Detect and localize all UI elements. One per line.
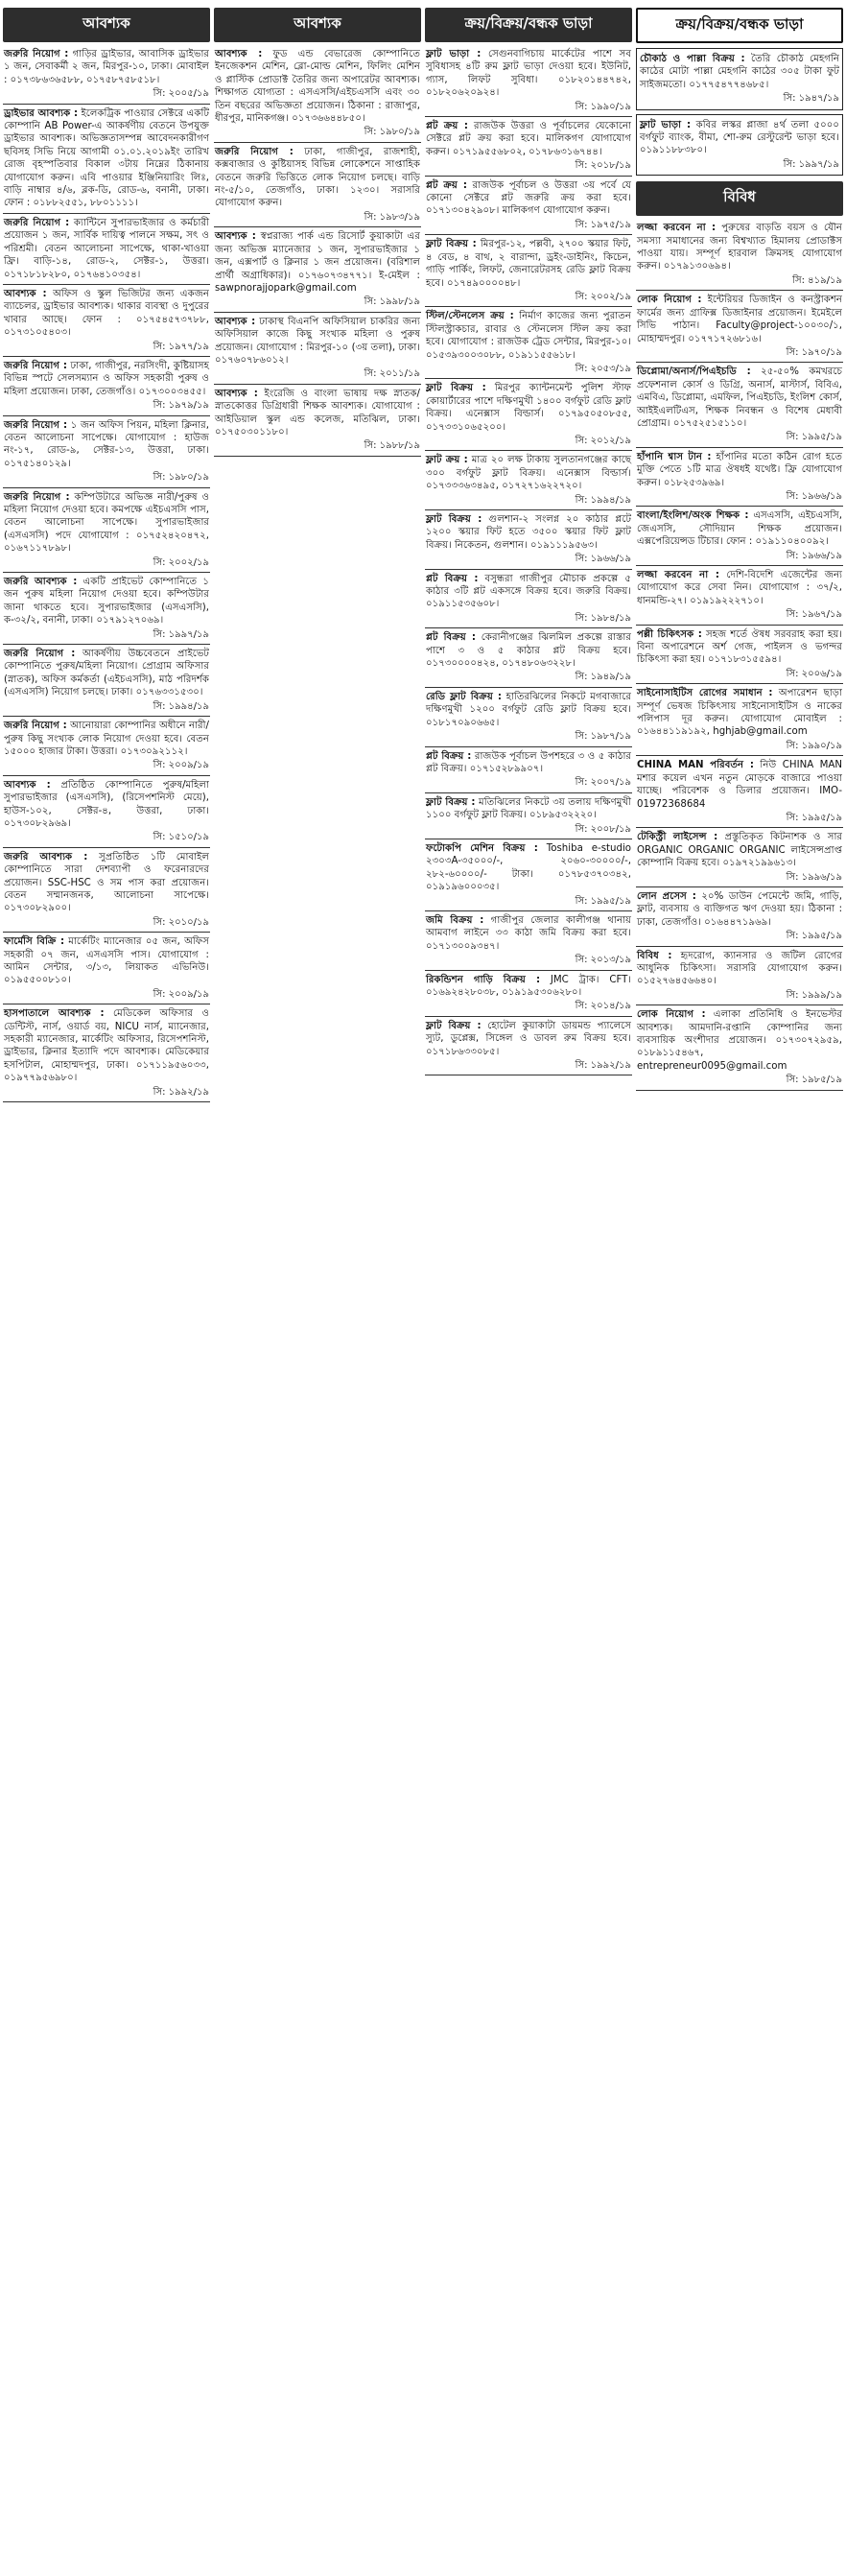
- ad-code: সি: ২০১৩/১৯: [575, 955, 631, 966]
- ad-lead: জরুরি আবশ্যক :: [4, 851, 88, 863]
- ad-text: গুলশান-২ সংলগ্ন ২০ কাঠার প্লটে ১২০০ স্কয়ার ফিট হতে ৩৫০০ স্কয়ার ফিট ফ্লাট বিক্রয়। নিকেতন, গুলশান। ০১৯১১১৯৫৬৩।: [426, 514, 631, 551]
- classified-ad: [425, 510, 632, 570]
- ad-text: ঢাকাস্থ বিএনপি অফিসিয়াল চাকরির জন্য অফিসিয়াল কাজে কিছু সংখ্যক মহিলা ও পুরুষ প্রয়োজন। যোগাযোগ : মিরপুর-১০ (৩য় তলা), ঢাকা। ০১৭৬০৭৮৬০১২।: [215, 316, 420, 366]
- column-3: [425, 4, 632, 2572]
- ad-lead: ফ্লাট ভাড়া :: [426, 49, 482, 59]
- ad-text: ঢাকা, গাজীপুর, রাজশাহী, কক্সবাজার ও কুষ্টিয়াসহ বিভিন্ন লোকেশনে সাপ্তাহিক বেতনে জরুরি ভিত্তিতে লোক নিয়োগ চলছে। বাড়ি নং-৫/১০, তেজগাঁও, ঢাকা। ১২৩০। সরাসরি যোগাযোগ করুন।: [215, 146, 421, 209]
- ad-lead: জরুরি নিয়োগ :: [4, 491, 70, 503]
- ad-code: সি: ২০০২/১৯: [575, 291, 631, 302]
- classified-ad: [214, 385, 421, 457]
- ad-text: এসএসসি, এইচএসসি, জেএসসি, সৌদিয়ান শিক্ষক প্রয়োজন। এক্সপেরিয়েন্সড টিচার। ফোন : ০১৯১১০৪০০৯২।: [637, 510, 842, 548]
- ad-text: ইলেকট্রিক পাওয়ার সেক্টরে একটি কোম্পানি AB Power-এ আকর্ষণীয় বেতনে উপযুক্ত ড্রাইভার আবশ্যক। অভিজ্ঞতাসম্পন্ন আবেদনকারীগণ ছবিসহ সিভি নিয়ে আগামী ০১.০১.২০১৯ইং তারিখ রোজ বৃহস্পতিবার বিকাল ৩টায় নিম্নের ঠিকানায় যোগাযোগ করুন। এবি পাওয়ার ইঞ্জিনিয়ারিং লিঃ, বাড়ি নাম্বার ৪/৬, ব্লক-ডি, রোড-৬, বনানী, ঢাকা। ফোন : ০১৮৮২৫৫১, ৮৮০১১১১।: [4, 107, 209, 209]
- ad-text: Toshiba e-studio ২৩০৩A-৩৫০০০/-, ২০৬০-৩০০০০/-, ২৮২-৬০০০০/- টাকা। ০১৭৮৫৩৭০৩৪২, ০১৯১৯৬০০০৩৫।: [426, 842, 632, 893]
- ad-text: হাঁপানির মতো কঠিন রোগ হতে মুক্তি পেতে ১টি মাত্র ঔষধই যথেষ্ট। ফ্রি যোগাযোগ করুন। ০১৮২৫৩৯৬৯।: [637, 451, 842, 488]
- ad-text: এলাকা প্রতিনিধি ও ইনভেস্টর আবশ্যক। আমদানি-রপ্তানি কোম্পানির জন্য ব্যবসায়িক অংশীদার প্রয়োজন। ০১৭৩০৭২৯৫৯, ০১৮৯১১৫৪৬৭, entrepreneur0095@gmail.com: [637, 1009, 842, 1072]
- ad-code: সি: ১৯৬৭/১৯: [786, 609, 842, 621]
- ad-text: ১ জন অফিস পিয়ন, মহিলা ক্লিনার, বেতন আলোচনা সাপেক্ষে। যোগাযোগ : হাউজ নং-১৭, রোড-৯, সেক্টর-১৩, উত্তরা, ঢাকা। ০১৭৫১৪০১২৯।: [4, 419, 210, 469]
- classified-ad: [636, 48, 843, 110]
- ad-lead: ফ্লাট ক্রয় :: [426, 455, 468, 466]
- ad-lead: লজ্জা করবেন না :: [637, 223, 717, 234]
- ad-code: সি: ২০০৭/১৯: [575, 777, 631, 789]
- ad-lead: রেডি ফ্লাট বিক্রয় :: [426, 691, 502, 702]
- classified-ad: [214, 227, 421, 312]
- classified-ad: [425, 307, 632, 379]
- classified-ad: [636, 566, 843, 626]
- ad-code: সি: ১৯৭৯/১৯: [153, 400, 209, 412]
- column-4: [636, 4, 843, 2572]
- ad-lead: প্লট বিক্রয় :: [426, 632, 476, 644]
- ad-lead: চৌকাঠ ও পাল্লা বিক্রয় :: [640, 54, 745, 64]
- ad-text: একটি প্রাইভেট কোম্পানিতে ১ জন পুরুষ মহিলা নিয়োগ দেওয়া হবে। কম্পিউটার জানা থাকতে হবে। সুপারভাইজার (এসএসসি), ক-৩২/২, বনানী, ঢাকা। ০১৭৯১২৭০৬৯।: [4, 577, 209, 626]
- classified-ad: [3, 848, 210, 933]
- classified-ad: [636, 1005, 843, 1090]
- ad-lead: ফটোকপি মেশিন বিক্রয় :: [426, 842, 538, 854]
- ad-text: প্রতিষ্ঠিত কোম্পানিতে পুরুষ/মহিলা সুপারভাইজার (এসএসসি), (রিসেপশনিস্ট মেয়ে), হাউস-১০২, সেক্টর-৪, উত্তরা, ঢাকা। ০১৭৩০৮২৯৬৯।: [4, 779, 209, 829]
- ad-code: সি: ১৯৬৬/১৯: [786, 490, 842, 502]
- ad-lead: ফ্লাট বিক্রয় :: [426, 239, 477, 250]
- ad-lead: ফ্লাট বিক্রয় :: [426, 514, 482, 525]
- ad-text: ফুড এন্ড বেভারেজ কোম্পানিতে ইনজেকশন মেশিন, ব্লো-মোল্ড মেশিন, ফিলিং মেশিন ও প্লাস্টিক প্রোডাক্ট তৈরির জন্য অপারেটর আবশ্যক। শিক্ষাগত যোগ্যতা : এসএসসি/এইচএসসি এবং ৩০ তিন বছরের অভিজ্ঞতা প্রয়োজন। ঠিকানা : রাজাপুর, ধীরপুর, মানিকগঞ্জ। ০১৭৩৬৬৪৪৮৫০।: [215, 49, 420, 125]
- ad-text: দেশি-বিদেশি এজেন্টের জন্য যোগাযোগ করে সেবা নিন। যোগাযোগ : ৩৭/২, ধানমন্ডি-২৭। ০১৯১৯২২২৭১০।: [637, 570, 842, 606]
- ad-code: সি: ৪১৯/১৯: [792, 274, 842, 286]
- classified-ad: [3, 214, 210, 285]
- ad-text: অফিস ও স্কুল ভিজিটর জন্য একজন ব্যাচেলর, ড্রাইভার আবশ্যক। থাকার ব্যবস্থা ও দুপুরের খাবার আছে। ফোন : ০১৭৫৪৫৭৩৭৮৮, ০১৭৩১০৫৪০৩।: [4, 288, 209, 339]
- ad-text: রাজউক পূর্বাচল উপশহরে ৩ ও ৫ কাঠার প্লট বিক্রয়। ০১৭১৫২৮৯৯০৭।: [426, 750, 631, 774]
- classified-ad: [214, 143, 421, 227]
- ad-code: সি: ১৯৯০/১৯: [575, 101, 631, 112]
- classified-ad: [425, 117, 632, 177]
- ad-lead: জরুরি নিয়োগ :: [4, 419, 68, 431]
- ad-lead: বাংলা/ইংলিশ/অংক শিক্ষক :: [637, 510, 749, 522]
- ad-lead: ডিপ্লোমা/অনার্স/পিএইচডি :: [637, 366, 751, 378]
- ad-lead: হাসপাতালে আবশ্যক :: [4, 1008, 105, 1020]
- classified-ad: [3, 776, 210, 848]
- ad-text: প্রস্তুতিকৃত কিটনাশক ও সার ORGANIC ORGANIC ORGANIC লাইসেন্সপ্রাপ্ত কোম্পানি বিক্রয় হবে। ০১৯৭২১৯৯৬১৩।: [637, 832, 843, 869]
- classified-ad: [636, 684, 843, 756]
- ad-lead: আবশ্যক :: [215, 388, 258, 399]
- ad-text: হাতিরঝিলের নিকটে মগবাজারে দক্ষিণমুখী ১২০০ বর্গফুট রেডি ফ্লাট বিক্রয় হবে। ০১৮১৭০৯০৬৬৫।: [426, 691, 631, 728]
- ad-text: ক্যান্টিনে সুপারভাইজার ও কর্মচারী প্রয়োজন ১ জন, সার্বিক দায়িত্ব পালনে সক্ষম, সৎ ও পরিশ্রমী। বেতন আলোচনা সাপেক্ষে, থাকা-খাওয়া ফ্রি। বাড়ি-১৪, রোড-২, সেক্টর-১, উত্তরা। ০১৭১৮১৮২৮০, ০১৭৬৪১০৩৫৪।: [4, 217, 209, 280]
- ad-code: সি: ১৯৯৭/১৯: [153, 628, 209, 640]
- classified-ad: [3, 933, 210, 1004]
- ad-code: সি: ১৯৯৫/১৯: [786, 432, 842, 443]
- classified-ad: [636, 947, 843, 1006]
- ad-text: অপারেশন ছাড়া সম্পূর্ণ ভেষজ চিকিৎসায় সাইনোসাইটিস ও নাকের পলিপাস দূর করুন। যোগাযোগ মোবাইল : ০১৬৪৪১১৯১৯২, hghjab@gmail.com: [637, 688, 843, 738]
- classified-ad: [3, 357, 210, 416]
- ad-lead: লজ্জা করবেন না :: [637, 570, 719, 580]
- classified-ad: [636, 887, 843, 947]
- ad-text: বসুন্ধরা গাজীপুর মৌচাক প্রকল্পে ৫ কাঠার ৩টি প্লট একসঙ্গে বিক্রয় হবে। জরুরি বিক্রয়। ০১৯১১৫৩৫৬০৮।: [426, 573, 632, 610]
- ad-code: সি: ১৯৯৭/১৯: [783, 158, 839, 170]
- classified-ad: [636, 219, 843, 291]
- ad-lead: বিবিধ :: [637, 950, 672, 961]
- classified-ad: [425, 911, 632, 971]
- ad-code: সি: ১৯৮০/১৯: [153, 472, 209, 484]
- classified-ad: [3, 573, 210, 645]
- classified-ad: [425, 971, 632, 1017]
- ad-code: সি: ১৯৯৫/১৯: [786, 812, 842, 823]
- ad-code: সি: ২০০৯/১৯: [153, 760, 209, 771]
- classified-ad: [425, 451, 632, 510]
- ad-lead: টেকিস্ট্রী লাইসেন্স :: [637, 832, 718, 843]
- classified-ad: [425, 793, 632, 839]
- ad-lead: CHINA MAN পরিবর্তন :: [637, 760, 754, 771]
- ad-text: কেরানীগঞ্জের ঝিলমিল প্রকল্পে রাস্তার পাশে ৩ ও ৫ কাঠার প্লট বিক্রয় হবে। ০১৭৩০০০০৪২৪, ০১৭৪৮০৬৩২২৮।: [426, 632, 631, 670]
- ad-lead: সাইনোসাইটিস রোগের সমাধান :: [637, 688, 773, 699]
- ad-lead: জরুরি নিয়োগ :: [4, 360, 67, 371]
- ad-lead: ফ্লাট বিক্রয় :: [426, 796, 476, 808]
- section-header: আবশ্যক: [3, 8, 210, 42]
- ad-text: আকর্ষণীয় উচ্চবেতনে প্রাইভেট কোম্পানিতে পুরুষ/মহিলা নিয়োগ। প্রোগ্রাম অফিসার (স্নাতক), অফিস কর্মকর্তা (এইচএসসি), মাঠ পরিদর্শক (এসএসসি) নিয়োগ চলছে। ঢাকা। ০১৭৬৩৩১৫৩০।: [4, 649, 209, 698]
- ad-code: সি: ১৯৭০/১৯: [786, 346, 842, 358]
- ad-code: সি: ১৯৯৮/১৯: [364, 296, 420, 308]
- section-header: ক্রয়/বিক্রয়/বন্ধক ভাড়া: [636, 8, 843, 43]
- ad-text: গাড়ির ড্রাইভার, আবাসিক ড্রাইভার ১ জন, সেবাকর্মী ২ জন, মিরপুর-১০, ঢাকা। মোবাইল : ০১৭৩৮৬৩৬৫৮৮, ০১৭৫৮৭৫৮৫১৮।: [4, 49, 209, 85]
- classified-ad: [3, 645, 210, 717]
- classified-ad: [636, 448, 843, 508]
- ad-code: সি: ১৯৮৪/১৯: [575, 612, 631, 624]
- classified-ad: [636, 626, 843, 685]
- ad-code: সি: ১৯৮৩/১৯: [364, 211, 420, 223]
- ad-text: হোটেল কুয়াকাটা ডায়মন্ড প্যালেসে স্যুট, ডুপ্লেক্স, সিঙ্গেল ও ডাবল রুম বিক্রয় হবে। ০১৭১৮৬৩৩০৮৫।: [426, 1020, 631, 1057]
- classified-ad: [636, 756, 843, 828]
- ad-lead: প্লট বিক্রয় :: [426, 750, 472, 762]
- ad-code: সি: ২০১০/১৯: [153, 916, 209, 928]
- ad-lead: আবশ্যক :: [215, 316, 256, 327]
- ad-code: সি: ১৯৬৬/১৯: [786, 550, 842, 561]
- classified-ad: [636, 291, 843, 363]
- ad-text: আনোয়ারা কোম্পানির অধীনে নারী/পুরুষ কিছু সংখ্যক লোক নিয়োগ দেওয়া হবে। বেতন ১৫০০০ হাজার টাকা। উত্তরা। ০১৭৩০৯২১১২।: [4, 721, 209, 757]
- ad-code: সি: ১৯৮০/১৯: [364, 127, 420, 138]
- classified-ad: [3, 45, 210, 105]
- ad-lead: লোন প্রসেস :: [637, 890, 696, 902]
- ad-text: ইন্টেরিয়র ডিজাইন ও কনস্ট্রাকশন ফার্মের জন্য গ্রাফিক্স ডিজাইনার প্রয়োজন। ইমেইলে সিভি পাঠান। Faculty@project-১০০৩০/১, মোহাম্মদপুর। ০১৭৭১৭২৬৮১৬।: [637, 295, 842, 344]
- ad-text: মিরপুর-১২, পল্লবী, ২৭০০ স্কয়ার ফিট, ৪ বেড, ৪ বাথ, ২ বারান্দা, ড্রইং-ডাইনিং, কিচেন, গাড়ি পার্কিং, লিফট, জেনারেটরসহ রেডি ফ্লাট বিক্রয় হবে। ০১৭৪৯০০০০৪৮।: [426, 239, 631, 289]
- ad-text: ঢাকা, গাজীপুর, নরসিংদী, কুষ্টিয়াসহ বিভিন্ন স্পটে সেলসম্যান ও অফিস সহকারী পুরুষ ও মহিলা প্রয়োজন। ঢাকা, তেজগাঁও। ০১৭৩০০৩৪৫৫।: [4, 360, 209, 397]
- classified-ad: [425, 688, 632, 747]
- ad-lead: ফ্লাট ভাড়া :: [640, 119, 692, 130]
- classified-ad: [636, 507, 843, 566]
- ad-lead: লোক নিয়োগ :: [637, 1009, 706, 1021]
- ad-code: সি: ১৯৯০/১৯: [786, 740, 842, 751]
- ad-lead: আবশ্যক :: [215, 231, 256, 243]
- ad-lead: আবশ্যক :: [4, 288, 47, 299]
- ad-lead: ফ্লাট বিক্রয় :: [426, 383, 486, 394]
- ad-code: সি: ২০০৮/১৯: [575, 823, 631, 835]
- ad-lead: লোক নিয়োগ :: [637, 295, 702, 306]
- ad-text: রাজউক পূর্বাচল ও উত্তরা ৩য় পর্বে যে কোনো সেক্টরে প্লট জরুরি ক্রয় করা হবে। ০১৭১৩০৪২৯০৮। মালিকগণ যোগাযোগ করুন।: [426, 179, 631, 217]
- ad-code: সি: ১৯৭৭/১৯: [153, 341, 209, 352]
- classified-ad: [3, 285, 210, 357]
- ad-text: কবির লস্কর প্লাজা ৪র্থ তলা ৫০০০ বর্গফুট ব্যাংক, বীমা, শো-রুম রেস্টুরেন্ট ভাড়া হবে। ০১৯১১৮৮৩৮০।: [640, 119, 839, 156]
- ad-lead: প্লট ক্রয় :: [426, 121, 468, 132]
- ad-lead: প্লট বিক্রয় :: [426, 573, 479, 584]
- ad-code: সি: ২০১৮/১৯: [575, 160, 631, 172]
- ad-text: মেডিকেল অফিসার ও ডেন্টিস্ট, নার্স, ওয়ার্ড বয়, NICU নার্স, ম্যানেজার, সহকারী ম্যানেজার, মার্কেটিং অফিসার, রিসেপশনিস্ট, ড্রাইভার, ক্লিনার ইত্যাদি পদে আবশ্যক। মেডিকেয়ার হসপিটাল, মোহাম্মদপুর, ঢাকা। ০১৭১১৯৫৬০৩৩, ০১৯৭৭৯৫৬৯৮০।: [4, 1008, 209, 1084]
- ad-text: ২৫-৫০% কমখরচে প্রফেশনাল কোর্স ও ডিগ্রি, অনার্স, মাস্টার্স, বিবিএ, এমবিএ, ডিপ্লোমা, এমফিল, পিএইচডি, ইংলিশ কোর্স, আইইএলটিএস, শিক্ষক নিবন্ধন ও বিশেষ মেধাবী প্রোগ্রাম। ০১৭৫২৫১৫১১০।: [637, 366, 842, 429]
- ad-text: মাত্র ২০ লক্ষ টাকায় সুলতানগঞ্জের কাছে ৩০০ বর্গফুট ফ্লাট বিক্রয়। এনেক্সাস বিল্ডার্স। ০১৭৩৩৩৬৩৪৯৫, ০১৭২৭১৬২২৭২০।: [426, 455, 631, 492]
- ad-text: গাজীপুর জেলার কালীগঞ্জ থানায় আমবাগ লাইনে ৩৩ কাঠা জমি বিক্রয় করা হবে। ০১৭১৩০০৯৩৪৭।: [426, 914, 631, 952]
- ad-text: সহজ শর্তে ঔষধ সরবরাহ করা হয়। বিনা অপারেশনে অর্শ গেজ, পাইলস ও ভগন্দর চিকিৎসা করা হয়। ০১৭১৮৩১৫৫৯৪।: [637, 628, 842, 666]
- ad-code: সি: ১৯৯৬/১৯: [786, 871, 842, 883]
- ad-lead: স্টিল/স্টেনলেস ক্রয় :: [426, 311, 514, 322]
- classified-ad: [636, 363, 843, 447]
- ad-lead: জরুরি নিয়োগ :: [4, 721, 67, 732]
- ad-code: সি: ১৯৯৯/১৯: [786, 989, 842, 1001]
- classified-ad: [3, 105, 210, 214]
- ad-code: সি: ১৯৯৪/১৯: [575, 494, 631, 506]
- classified-ad: [425, 379, 632, 451]
- ad-code: সি: ১৯৯৪/১৯: [153, 700, 209, 712]
- ad-code: সি: ২০০২/১৯: [153, 556, 209, 568]
- classified-ad: [3, 488, 210, 573]
- ad-text: স্বপ্নরাজ্য পার্ক এন্ড রিসোর্ট কুয়াকাটা এর জন্য অভিজ্ঞ ম্যানেজার ১ জন, সুপারভাইজার ১ জন, এক্সপার্ট ও ক্লিনার ১ জন প্রয়োজন। (বরিশাল প্রার্থী অগ্রাধিকার)। ০১৭৬০৭৩৪৭৭১। ই-মেইল : sawpnorajjopark@gmail.com: [215, 231, 420, 294]
- ad-text: নিউ CHINA MAN মশার কয়েল এখন নতুন মোড়কে বাজারে পাওয়া যাচ্ছে। পরিবেশক ও ডিলার প্রয়োজন। IMO-01972368684: [637, 760, 843, 810]
- ad-code: সি: ১৯৯২/১৯: [153, 1086, 209, 1098]
- classified-ad: [425, 628, 632, 688]
- ad-code: সি: ১৯৮৮/১৯: [364, 440, 420, 452]
- ad-lead: হাঁপানি শ্বাস টান :: [637, 451, 712, 462]
- ad-code: সি: ১৯৪৭/১৯: [783, 93, 839, 105]
- ad-lead: রিকন্ডিশন গাড়ি বিক্রয় :: [426, 974, 541, 985]
- ad-code: সি: ২০০৯/১৯: [153, 988, 209, 1000]
- ad-lead: আবশ্যক :: [4, 779, 51, 791]
- ad-code: সি: ২০১৪/১৯: [575, 1001, 631, 1012]
- ad-lead: পল্লী চিকিৎসক :: [637, 628, 702, 640]
- ad-code: সি: ১৯৭৫/১৯: [575, 219, 631, 230]
- classified-ad: [636, 114, 843, 177]
- ad-code: সি: ১৫১০/১৯: [153, 832, 209, 843]
- ad-code: সি: ২০০৬/১৯: [786, 668, 842, 679]
- ad-code: সি: ১৯৯২/১৯: [575, 1060, 631, 1072]
- ad-lead: জরুরি নিয়োগ :: [4, 649, 76, 660]
- ad-text: ইংরেজি ও বাংলা ভাষায় দক্ষ স্নাতক/স্নাতকোত্তর ডিগ্রিধারী শিক্ষক আবশ্যক। যোগাযোগ : আইডিয়াল স্কুল এন্ড কলেজ, মতিঝিল, ঢাকা। ০১৭৫০৩০১১৮০।: [215, 388, 420, 437]
- classified-ad: [425, 177, 632, 236]
- ad-text: সুপ্রতিষ্ঠিত ১টি মোবাইল কোম্পানিতে সারা দেশব্যাপী ও ফরেনারদের প্রয়োজন। SSC-HSC ও সম পাস করা প্রয়োজন। বেতন সম্মানজনক, আলোচনা সাপেক্ষে। ০১৭৩০৮২৯০০।: [4, 851, 210, 914]
- classified-ad: [425, 570, 632, 629]
- ad-lead: জরুরি আবশ্যক :: [4, 577, 78, 588]
- ad-text: পুরুষের বাড়তি বয়স ও যৌন সমস্যা সমাধানের জন্য বিশ্বখ্যাত হিমালয় প্রোডাক্টস পাওয়া যায়। সম্পূর্ণ হারবাল ক্রিমসহ যোগাযোগ করুন। ০১৭৯১৩০৬৯৪।: [637, 223, 842, 272]
- classified-ad: [3, 416, 210, 488]
- ad-text: ২০% ডাউন পেমেন্টে জমি, গাড়ি, ফ্লাট, ব্যবসায় ও ব্যক্তিগত ঋণ দেওয়া হয়। ঠিকানা : ঢাকা, তেজগাঁও। ০১৬৪৪৭১৯৬৯।: [637, 890, 842, 928]
- ad-lead: ফার্মেসি বিক্রি :: [4, 936, 65, 948]
- ad-text: নির্মাণ কাজের জন্য পুরাতন স্টিলস্ট্রাকচার, রাবার ও স্টেনলেস স্টিল ক্রয় করা হবে। যোগাযোগ : রাজউক ট্রেড সেন্টার, মিরপুর-১০। ০১৫৩৯৩০০৩০৮৮, ০১৯১১৫৫৬১৮।: [426, 311, 631, 361]
- ad-lead: ড্রাইভার আবশ্যক :: [4, 107, 79, 119]
- ad-code: সি: ১৯৮৭/১৯: [575, 731, 631, 743]
- ad-lead: জরুরি নিয়োগ :: [4, 217, 70, 228]
- ad-code: সি: ১৯৯৫/১৯: [786, 931, 842, 942]
- ad-text: JMC ট্রাক। CFT। ০১৬৯২৪২৮০৩৮, ০১৯১৯৫৩০৬২৮০।: [426, 974, 631, 998]
- ad-text: কম্পিউটারে অভিজ্ঞ নারী/পুরুষ ও মহিলা নিয়োগ দেওয়া হবে। কমপক্ষে এইচএসসি পাস, বেতন আলোচনা সাপেক্ষে। সুপারভাইজার (এসএসসি) পদে যোগাযোগ : ০১৭৫২৪২০৪৭২, ০১৬৭১১৭৮৯৮।: [4, 491, 209, 555]
- ad-lead: প্লট ক্রয় :: [426, 179, 467, 191]
- classified-ad: [214, 313, 421, 385]
- classified-ad: [3, 1004, 210, 1102]
- section-header: বিবিধ: [636, 181, 843, 216]
- ad-lead: জরুরি নিয়োগ :: [215, 146, 294, 157]
- column-2: [214, 4, 421, 2572]
- ad-text: তৈরি চৌকাঠ মেহগনি কাঠের মোটা পাল্লা মেহগনি কাঠের ৩০৫ টাকা ফুট সাইজমতো। ০১৭৭৫৪৭৭৪৬৮৫।: [640, 54, 839, 90]
- ad-text: মিরপুর ক্যান্টনমেন্ট পুলিশ স্টাফ কোয়ার্টারের পাশে দক্ষিণমুখী ১৪০০ বর্গফুট রেডি ফ্লাট বিক্রয়। এনেক্সাস বিল্ডার্স। ০১৭৯৫০৫০৮৫৫, ০১৭৩৩১০৬৫২০০।: [426, 383, 631, 433]
- ad-text: সেগুনবাগিচায় মার্কেটের পাশে সব সুবিধাসহ ৪টি রুম ফ্লাট ভাড়া দেওয়া হবে। ইউনিট, গ্যাস, লিফট সুবিধা। ০১৮২০১৪৪৭৪২, ০১৮২০৬২০৯২৪।: [426, 49, 631, 99]
- ad-lead: ফ্লাট বিক্রয় :: [426, 1020, 482, 1031]
- ad-code: সি: ২০১২/১৯: [575, 435, 631, 446]
- classified-ad: [636, 828, 843, 887]
- ad-code: সি: ১৯৯৫/১৯: [575, 895, 631, 907]
- ad-lead: জমি বিক্রয় :: [426, 914, 484, 926]
- ad-text: হৃদরোগ, ক্যানসার ও জটিল রোগের আধুনিক চিকিৎসা। সরাসরি যোগাযোগ করুন। ০১৫২৭৬৪৫৬৬৪০।: [637, 950, 842, 987]
- classified-ad: [425, 747, 632, 793]
- ad-code: সি: ২০১১/১৯: [364, 368, 420, 380]
- column-1: [3, 4, 210, 2572]
- classified-ad: [425, 839, 632, 911]
- classified-ad: [425, 1017, 632, 1076]
- classified-ad: [214, 45, 421, 143]
- ad-lead: আবশ্যক :: [215, 49, 263, 59]
- ad-code: সি: ১৯৮৫/১৯: [786, 1075, 842, 1086]
- classified-ad: [3, 717, 210, 776]
- ad-text: মার্কেটিং ম্যানেজার ০৫ জন, অফিস সহকারী ০৭ জন, এসএসসি পাস। যোগাযোগ : আমিন সেন্টার, ৩/১৩, লিয়াকত এভিনিউ। ০১৯৫৫০০৮১০।: [4, 936, 209, 986]
- ad-code: সি: ২০০৫/১৯: [153, 88, 209, 100]
- section-header: আবশ্যক: [214, 8, 421, 42]
- ad-text: মতিঝিলের নিকটে ৩য় তলায় দক্ষিণমুখী ১১০০ বর্গফুট ফ্লাট বিক্রয়। ০১৮৯৫৩২২২০।: [426, 796, 631, 821]
- ad-lead: জরুরি নিয়োগ :: [4, 49, 69, 59]
- section-header: ক্রয়/বিক্রয়/বন্ধক ভাড়া: [425, 8, 632, 42]
- ad-code: সি: ১৯৪৯/১৯: [575, 672, 631, 683]
- ad-text: রাজউক উত্তরা ও পূর্বাচলের যেকোনো সেক্টরে প্লট ক্রয় করা হবে। মালিকগণ যোগাযোগ করুন। ০১৭১৯৫৫৬৮০২, ০১৭৮৬৩১৬৭৪৪।: [426, 121, 631, 157]
- classified-ad: [425, 45, 632, 117]
- ad-code: সি: ২০৫৩/১৯: [575, 363, 631, 374]
- classified-ad: [425, 235, 632, 307]
- ad-code: সি: ১৯৬৬/১৯: [575, 554, 631, 565]
